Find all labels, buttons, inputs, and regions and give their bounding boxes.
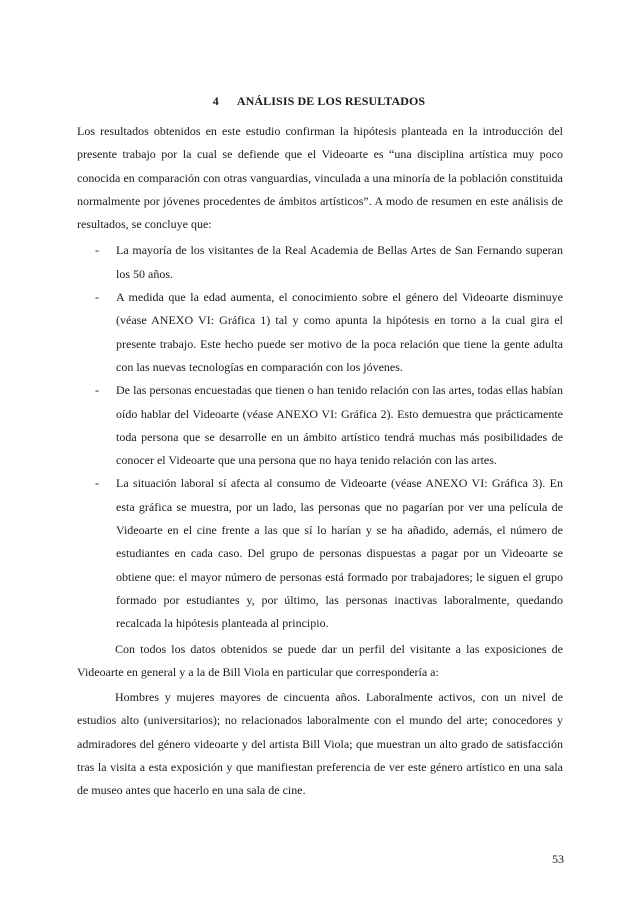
list-item bbox=[77, 379, 563, 472]
profile-intro-paragraph: Con todos los datos obtenidos se puede dar un perfil del visitante a las exposiciones de Videoarte en general y a la de Bill Viola en particular que correspondería a: bbox=[77, 641, 563, 679]
intro-paragraph: Los resultados obtenidos en este estudio confirman la hipótesis planteada en la introducción del presente trabajo por la cual se defiende que el Videoarte es “una disciplina artística muy poco conocida en comparación con otras vanguardias, vinculada a una minoría de la población constituida normalmente por jóvenes procedentes de ámbitos artísticos”. A modo de resumen en este análisis de resultados, se concluye que: bbox=[77, 124, 563, 232]
section-heading bbox=[0, 94, 638, 109]
bullet-dash: - bbox=[95, 476, 99, 491]
conclusions-list bbox=[77, 239, 563, 635]
profile-paragraph: Hombres y mujeres mayores de cincuenta años. Laboralmente activos, con un nivel de estudios alto (universitarios); no relacionados laboralmente con el mundo del arte; conocedores y admiradores del género videoarte y del artista Bill Viola; que muestran un alto grado de satisfacción tras la visita a esta exposición y que manifiestan preferencia de ver este género artístico en una sala de museo antes que hacerlo en una sala de cine. bbox=[77, 690, 563, 798]
list-item-text: La mayoría de los visitantes de la Real Academia de Bellas Artes de San Fernando superan los 50 años. bbox=[116, 243, 563, 281]
page-number: 53 bbox=[552, 852, 564, 866]
list-item bbox=[77, 286, 563, 379]
bullet-dash: - bbox=[95, 290, 99, 305]
bullet-dash: - bbox=[95, 383, 99, 398]
list-item-text: A medida que la edad aumenta, el conocimiento sobre el género del Videoarte disminuye (véase ANEXO VI: Gráfica 1) tal y como apunta la hipótesis en torno a la cual gira el presente trabajo. Este hecho puede ser motivo de la poca relación que tiene la gente adulta con las nuevas tecnologías en comparación con los jóvenes. bbox=[116, 290, 563, 374]
list-item-text: La situación laboral sí afecta al consumo de Videoarte (véase ANEXO VI: Gráfica 3). En esta gráfica se muestra, por un lado, las personas que no pagarían por ver una película de Videoarte en el cine frente a las que sí lo harían y se ha añadido, además, el número de estudiantes en cada caso. Del grupo de personas dispuestas a pagar por un Videoarte se obtiene que: el mayor número de personas está formado por trabajadores; le siguen el grupo formado por estudiantes y, por último, las personas inactivas laboralmente, quedando recalcada la hipótesis planteada al principio. bbox=[116, 476, 563, 631]
section-title: ANÁLISIS DE LOS RESULTADOS bbox=[236, 94, 426, 108]
section-number: 4 bbox=[212, 94, 219, 108]
list-item bbox=[77, 472, 563, 635]
list-item-text: De las personas encuestadas que tienen o han tenido relación con las artes, todas ellas habían oído hablar del Videoarte (véase ANEXO VI: Gráfica 2). Esto demuestra que prácticamente toda persona que se desarrolle en un ámbito artístico tendrá muchas más posibilidades de conocer el Videoarte que una persona que no haya tenido relación con las artes. bbox=[116, 383, 563, 468]
bullet-dash: - bbox=[95, 243, 99, 258]
list-item bbox=[77, 239, 563, 286]
body-text bbox=[77, 120, 563, 803]
